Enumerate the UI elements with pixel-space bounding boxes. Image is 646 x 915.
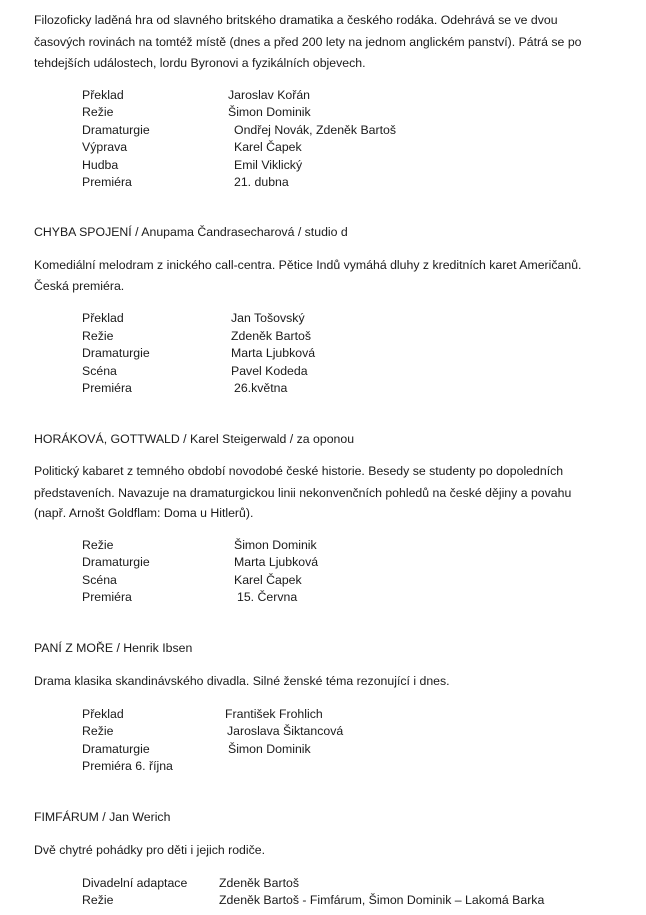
credit-name: Emil Viklický <box>234 158 303 172</box>
section-heading: FIMFÁRUM / Jan Werich <box>34 810 171 824</box>
credit-role: Režie <box>82 105 114 119</box>
credit-name: Zdeněk Bartoš <box>231 329 311 343</box>
credit-role: Dramaturgie <box>82 742 150 756</box>
credit-name: Marta Ljubková <box>234 555 319 569</box>
credit-role: Premiéra <box>82 175 132 189</box>
description-line: Česká premiéra. <box>34 279 125 293</box>
credit-role: Scéna <box>82 364 117 378</box>
credit-role: Premiéra <box>82 590 132 604</box>
description-line: představeních. Navazuje na dramaturgickou linii nekonvenčních pohledů na české dějiny a povahu <box>34 486 572 500</box>
credit-name: 26.května <box>234 381 288 395</box>
credit-name: Pavel Kodeda <box>231 364 308 378</box>
credit-name: Marta Ljubková <box>231 346 316 360</box>
credit-role: Divadelní adaptace <box>82 876 188 890</box>
credit-name: Zdeněk Bartoš - Fimfárum, Šimon Dominik – Lakomá Barka <box>219 893 545 907</box>
description-line: (např. Arnošt Goldflam: Doma u Hitlerů). <box>34 506 254 520</box>
credit-name: 15. Června <box>237 590 298 604</box>
credit-role: Premiéra <box>82 381 132 395</box>
credit-role: Režie <box>82 893 114 907</box>
credit-name: Jan Tošovský <box>231 311 305 325</box>
credit-name: Karel Čapek <box>234 573 302 587</box>
description-line: Drama klasika skandinávského divadla. Silné ženské téma rezonující i dnes. <box>34 674 450 688</box>
intro-line-3: tehdejších událostech, lordu Byronovi a fyzikálních objevech. <box>34 56 366 70</box>
credit-name: 21. dubna <box>234 175 289 189</box>
section-heading: HORÁKOVÁ, GOTTWALD / Karel Steigerwald / za oponou <box>34 432 355 446</box>
credit-name: Šimon Dominik <box>228 105 311 119</box>
section-heading: PANÍ Z MOŘE / Henrik Ibsen <box>34 641 193 655</box>
credit-role: Scéna <box>82 573 117 587</box>
credit-name: Zdeněk Bartoš <box>219 876 299 890</box>
credit-role: Překlad <box>82 707 124 721</box>
credit-role: Režie <box>82 329 114 343</box>
credit-role: Překlad <box>82 311 124 325</box>
credit-role: Výprava <box>82 140 128 154</box>
credit-role: Dramaturgie <box>82 346 150 360</box>
credit-name: Šimon Dominik <box>228 742 311 756</box>
credit-name: František Frohlich <box>225 707 323 721</box>
intro-line-2: časových rovinách na tomtéž místě (dnes a před 200 lety na jednom anglickém panství). Pátrá se po <box>34 35 582 49</box>
credit-name: Karel Čapek <box>234 140 302 154</box>
credit-role: Dramaturgie <box>82 123 150 137</box>
credit-role: Režie <box>82 538 114 552</box>
section-heading: CHYBA SPOJENÍ / Anupama Čandrasecharová / studio d <box>34 225 348 239</box>
credit-role: Překlad <box>82 88 124 102</box>
intro-line-1: Filozoficky laděná hra od slavného britského dramatika a českého rodáka. Odehrává se ve dvou <box>34 13 558 27</box>
description-line: Komediální melodram z inického call-centra. Pětice Indů vymáhá dluhy z kreditních karet Američanů. <box>34 258 582 272</box>
premiere-line: Premiéra 6. října <box>82 759 173 773</box>
credit-role: Dramaturgie <box>82 555 150 569</box>
credit-role: Režie <box>82 724 114 738</box>
description-line: Dvě chytré pohádky pro děti i jejich rodiče. <box>34 843 266 857</box>
description-line: Politický kabaret z temného období novodobé české historie. Besedy se studenty po dopoledních <box>34 464 564 478</box>
credit-role: Hudba <box>82 158 119 172</box>
credit-name: Jaroslav Kořán <box>228 88 311 102</box>
credit-name: Ondřej Novák, Zdeněk Bartoš <box>234 123 396 137</box>
credit-name: Jaroslava Šiktancová <box>227 724 344 738</box>
credit-name: Šimon Dominik <box>234 538 317 552</box>
